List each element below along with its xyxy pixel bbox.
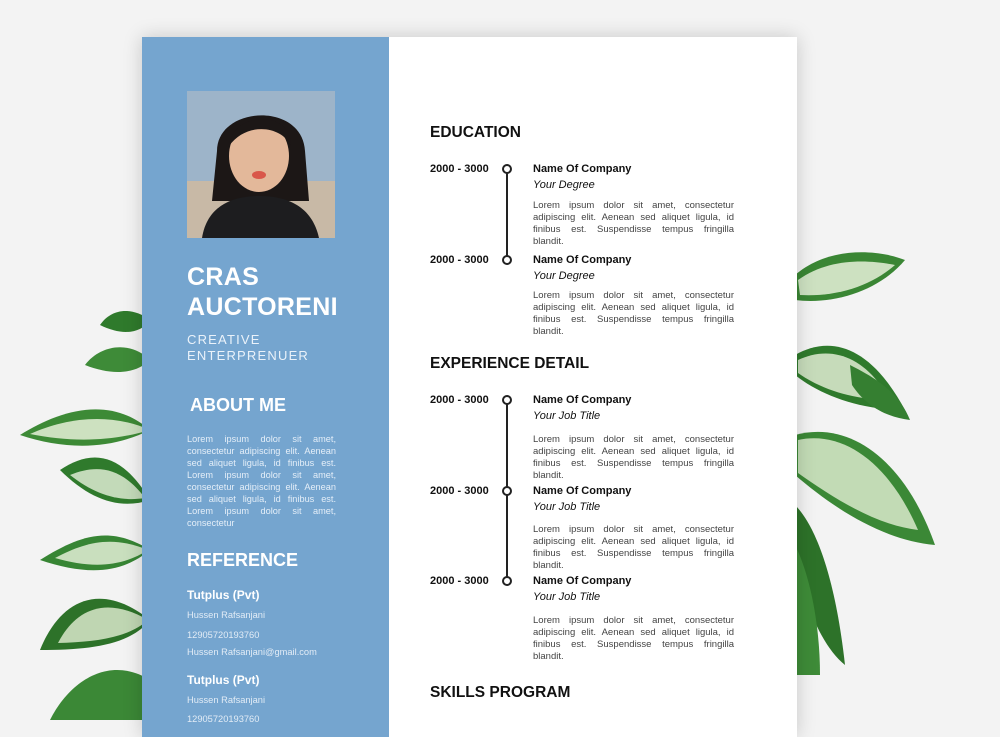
- experience-job-title: Your Job Title: [533, 501, 601, 513]
- candidate-role: [187, 332, 309, 364]
- education-date: 2000 - 3000: [430, 254, 489, 266]
- timeline-dot: [502, 395, 512, 405]
- role-line1: CREATIVE: [187, 332, 261, 347]
- timeline-dot: [502, 576, 512, 586]
- candidate-name: [187, 262, 338, 322]
- reference-email: Hussen Rafsanjani@gmail.com: [187, 647, 317, 657]
- experience-date: 2000 - 3000: [430, 394, 489, 406]
- portrait-image: [187, 91, 335, 238]
- reference-name: Hussen Rafsanjani: [187, 695, 266, 705]
- education-timeline-line: [506, 170, 508, 260]
- timeline-dot: [502, 255, 512, 265]
- role-line2: ENTERPRENUER: [187, 348, 310, 363]
- experience-date: 2000 - 3000: [430, 575, 489, 587]
- experience-job-title: Your Job Title: [533, 410, 601, 422]
- experience-company: Name Of Company: [533, 485, 632, 497]
- experience-company: Name Of Company: [533, 394, 632, 406]
- about-text: Lorem ipsum dolor sit amet, consectetur adipiscing elit. Aenean sed aliquet ligula, id finibus est. Lorem ipsum dolor sit amet, consectetur adipiscing elit. Aenean sed aliquet ligula, id finibus est. Lorem ipsum dolor sit amet, consectetur: [187, 434, 336, 528]
- education-company: Name Of Company: [533, 254, 632, 266]
- resume-main: [389, 37, 797, 737]
- timeline-dot: [502, 164, 512, 174]
- reference-company: Tutplus (Pvt): [187, 588, 260, 602]
- reference-company: Tutplus (Pvt): [187, 673, 260, 687]
- timeline-dot: [502, 486, 512, 496]
- about-heading: ABOUT ME: [190, 395, 286, 415]
- experience-description: Lorem ipsum dolor sit amet, consectetur adipiscing elit. Aenean sed aliquet ligula, id finibus est. Suspendisse tempus fringilla blandit.: [533, 615, 734, 662]
- experience-description: Lorem ipsum dolor sit amet, consectetur adipiscing elit. Aenean sed aliquet ligula, id finibus est. Suspendisse tempus fringilla blandit.: [533, 524, 734, 571]
- education-description: Lorem ipsum dolor sit amet, consectetur adipiscing elit. Aenean sed aliquet ligula, id finibus est. Suspendisse tempus fringilla blandit.: [533, 200, 734, 247]
- reference-heading: REFERENCE: [187, 550, 299, 570]
- name-line2: AUCTORENI: [187, 293, 338, 321]
- reference-name: Hussen Rafsanjani: [187, 610, 266, 620]
- name-line1: CRAS: [187, 263, 260, 291]
- resume-sidebar: [142, 37, 389, 737]
- resume-page: [142, 37, 797, 737]
- education-degree: Your Degree: [533, 179, 595, 191]
- experience-company: Name Of Company: [533, 575, 632, 587]
- experience-heading: EXPERIENCE DETAIL: [430, 355, 590, 372]
- education-date: 2000 - 3000: [430, 163, 489, 175]
- reference-phone: 12905720193760: [187, 714, 260, 724]
- profile-photo: [187, 91, 335, 238]
- experience-description: Lorem ipsum dolor sit amet, consectetur adipiscing elit. Aenean sed aliquet ligula, id finibus est. Suspendisse tempus fringilla blandit.: [533, 434, 734, 481]
- education-description: Lorem ipsum dolor sit amet, consectetur adipiscing elit. Aenean sed aliquet ligula, id finibus est. Suspendisse tempus fringilla blandit.: [533, 290, 734, 337]
- education-heading: EDUCATION: [430, 124, 521, 141]
- plant-right-illustration: [790, 245, 950, 675]
- experience-job-title: Your Job Title: [533, 591, 601, 603]
- education-company: Name Of Company: [533, 163, 632, 175]
- skills-heading: SKILLS PROGRAM: [430, 684, 571, 701]
- education-degree: Your Degree: [533, 270, 595, 282]
- experience-date: 2000 - 3000: [430, 485, 489, 497]
- reference-phone: 12905720193760: [187, 630, 260, 640]
